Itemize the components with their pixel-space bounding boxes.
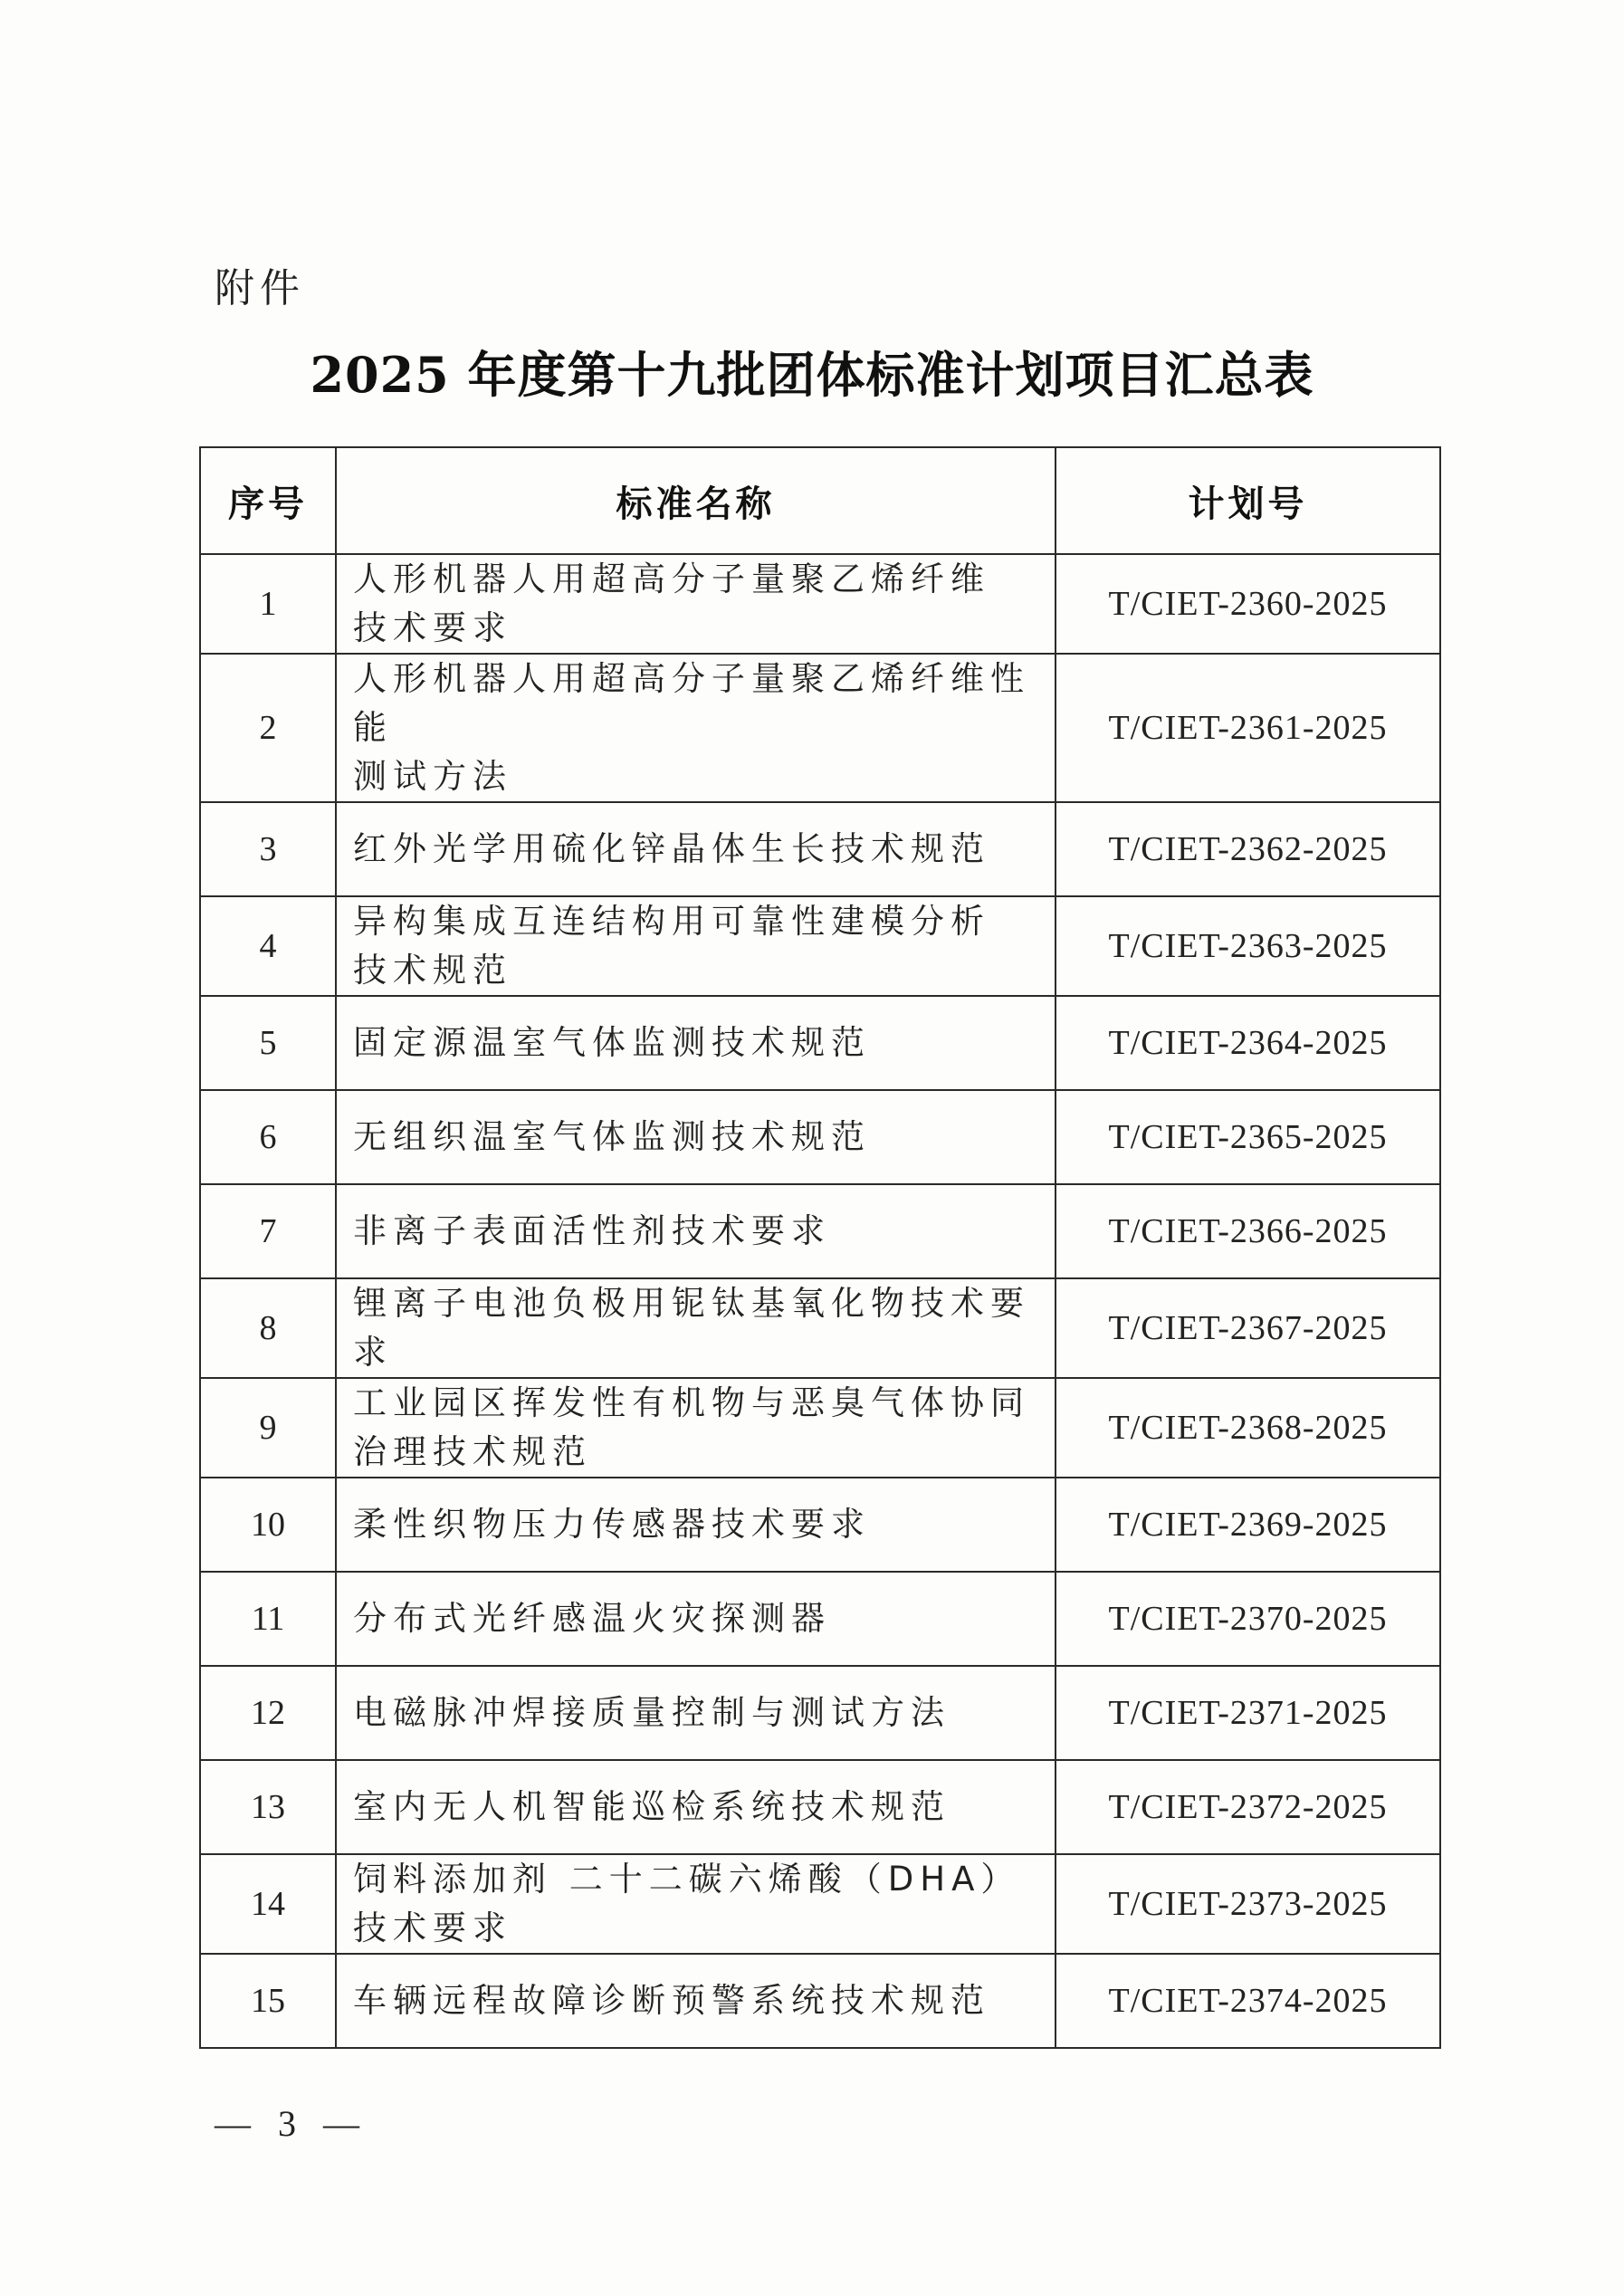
table-row <box>200 1666 1440 1760</box>
row-index: 3 <box>200 802 336 896</box>
row-plan-code: T/CIET-2365-2025 <box>1056 1090 1440 1184</box>
row-standard-name: 红外光学用硫化锌晶体生长技术规范 <box>336 802 1056 896</box>
row-standard-name: 车辆远程故障诊断预警系统技术规范 <box>336 1954 1056 2048</box>
row-index: 9 <box>200 1378 336 1478</box>
row-standard-name: 人形机器人用超高分子量聚乙烯纤维性能 测试方法 <box>336 654 1056 802</box>
row-standard-name: 锂离子电池负极用铌钛基氧化物技术要求 <box>336 1278 1056 1378</box>
row-index: 7 <box>200 1184 336 1278</box>
standards-table <box>199 446 1441 2049</box>
table-header-row <box>200 447 1440 554</box>
table-row <box>200 1090 1440 1184</box>
row-standard-name: 分布式光纤感温火灾探测器 <box>336 1572 1056 1666</box>
table-row <box>200 1184 1440 1278</box>
row-plan-code: T/CIET-2370-2025 <box>1056 1572 1440 1666</box>
row-plan-code: T/CIET-2360-2025 <box>1056 554 1440 654</box>
table-row <box>200 1954 1440 2048</box>
table-row <box>200 1760 1440 1854</box>
table-row <box>200 896 1440 996</box>
row-index: 10 <box>200 1478 336 1572</box>
page-number: — 3 — <box>215 2103 368 2144</box>
row-index: 13 <box>200 1760 336 1854</box>
table-row <box>200 1278 1440 1378</box>
table-row <box>200 654 1440 802</box>
row-standard-name: 室内无人机智能巡检系统技术规范 <box>336 1760 1056 1854</box>
row-plan-code: T/CIET-2371-2025 <box>1056 1666 1440 1760</box>
page-title: 2025 年度第十九批团体标准计划项目汇总表 <box>310 346 1314 404</box>
row-index: 2 <box>200 654 336 802</box>
row-index: 1 <box>200 554 336 654</box>
attachment-label: 附件 <box>215 265 305 311</box>
row-index: 11 <box>200 1572 336 1666</box>
row-plan-code: T/CIET-2374-2025 <box>1056 1954 1440 2048</box>
row-standard-name: 电磁脉冲焊接质量控制与测试方法 <box>336 1666 1056 1760</box>
row-standard-name: 饲料添加剂 二十二碳六烯酸（DHA） 技术要求 <box>336 1854 1056 1954</box>
row-plan-code: T/CIET-2369-2025 <box>1056 1478 1440 1572</box>
row-standard-name: 柔性织物压力传感器技术要求 <box>336 1478 1056 1572</box>
table-row <box>200 1854 1440 1954</box>
row-index: 5 <box>200 996 336 1090</box>
row-standard-name: 固定源温室气体监测技术规范 <box>336 996 1056 1090</box>
row-plan-code: T/CIET-2363-2025 <box>1056 896 1440 996</box>
header-index: 序号 <box>200 447 336 554</box>
row-plan-code: T/CIET-2362-2025 <box>1056 802 1440 896</box>
header-name: 标准名称 <box>336 447 1056 554</box>
table-row <box>200 996 1440 1090</box>
row-plan-code: T/CIET-2373-2025 <box>1056 1854 1440 1954</box>
row-plan-code: T/CIET-2368-2025 <box>1056 1378 1440 1478</box>
row-index: 14 <box>200 1854 336 1954</box>
table-row <box>200 1478 1440 1572</box>
row-standard-name: 人形机器人用超高分子量聚乙烯纤维 技术要求 <box>336 554 1056 654</box>
row-standard-name: 非离子表面活性剂技术要求 <box>336 1184 1056 1278</box>
table-row <box>200 1378 1440 1478</box>
table-row <box>200 554 1440 654</box>
row-standard-name: 工业园区挥发性有机物与恶臭气体协同 治理技术规范 <box>336 1378 1056 1478</box>
row-plan-code: T/CIET-2364-2025 <box>1056 996 1440 1090</box>
row-plan-code: T/CIET-2366-2025 <box>1056 1184 1440 1278</box>
row-index: 12 <box>200 1666 336 1760</box>
table-row <box>200 1572 1440 1666</box>
row-plan-code: T/CIET-2372-2025 <box>1056 1760 1440 1854</box>
row-index: 6 <box>200 1090 336 1184</box>
row-standard-name: 无组织温室气体监测技术规范 <box>336 1090 1056 1184</box>
row-standard-name: 异构集成互连结构用可靠性建模分析 技术规范 <box>336 896 1056 996</box>
header-code: 计划号 <box>1056 447 1440 554</box>
row-plan-code: T/CIET-2367-2025 <box>1056 1278 1440 1378</box>
row-index: 4 <box>200 896 336 996</box>
row-plan-code: T/CIET-2361-2025 <box>1056 654 1440 802</box>
row-index: 15 <box>200 1954 336 2048</box>
row-index: 8 <box>200 1278 336 1378</box>
table-row <box>200 802 1440 896</box>
